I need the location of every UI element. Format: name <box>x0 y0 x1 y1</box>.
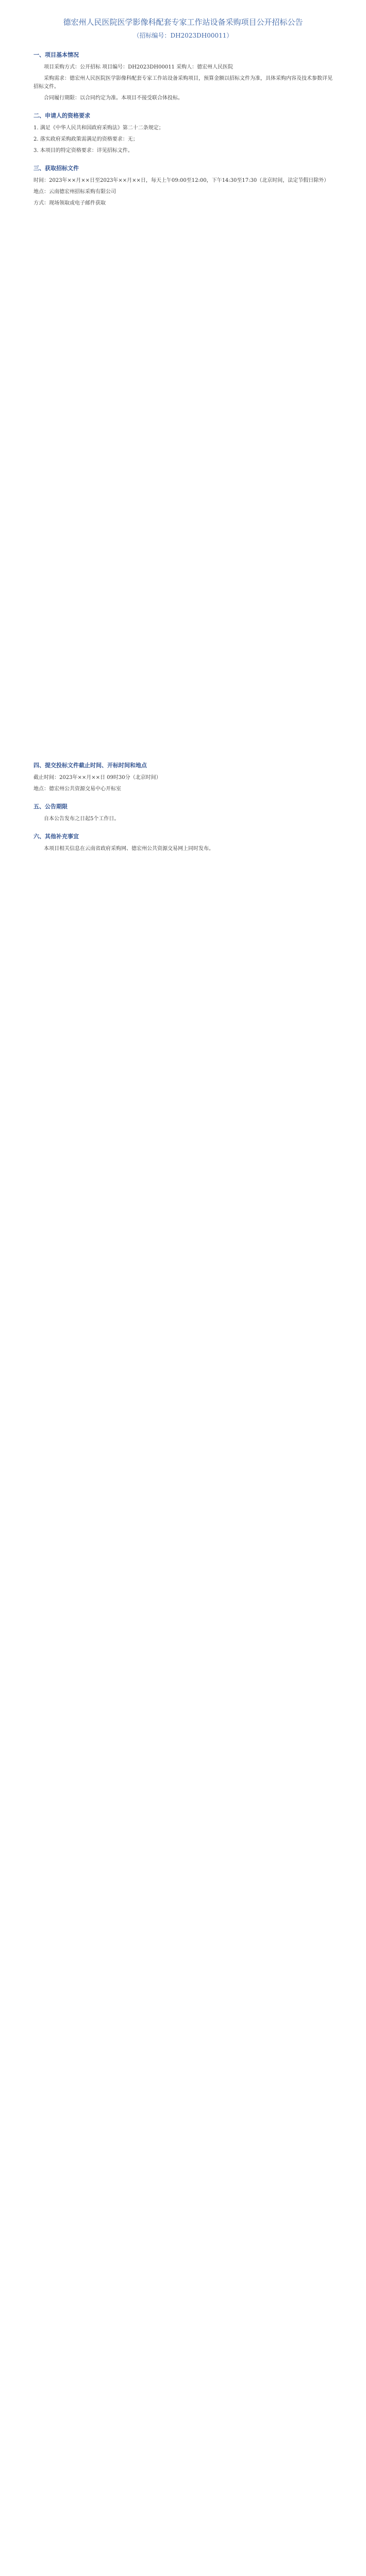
page-1 <box>0 0 366 670</box>
requirement-paragraph: 采购需求：德宏州人民医院医学影像科配套专家工作站设备采购项目，预算金额以招标文件为准，具体采购内容及技术参数详见招标文件。 <box>34 76 332 90</box>
qualification-1: 1. 满足《中华人民共和国政府采购法》第二十二条规定； <box>34 125 164 131</box>
get-doc-method: 方式：现场领取或电子邮件获取 <box>34 200 106 206</box>
get-doc-time: 时间：2023年××月××日至2023年××月××日，每天上午09:00至12:00，下午14:30至17:30（北京时间，法定节假日除外） <box>34 178 329 183</box>
notice-period: 自本公告发布之日起5个工作日。 <box>44 816 120 822</box>
bid-deadline: 截止时间：2023年××月××日 09时30分（北京时间） <box>34 775 161 781</box>
qualification-3: 3. 本项目的特定资格要求：详见招标文件。 <box>34 148 133 154</box>
section-4-heading: 四、提交投标文件截止时间、开标时间和地点 <box>34 762 147 769</box>
section-1-heading: 一、项目基本情况 <box>34 52 79 58</box>
qualification-2: 2. 落实政府采购政策需满足的资格要求：无； <box>34 137 138 142</box>
intro-paragraph: 项目采购方式：公开招标 项目编号：DH2023DH00011 采购人：德宏州人民医院 <box>44 64 234 70</box>
document-title: 德宏州人民医院医学影像科配套专家工作站设备采购项目公开招标公告 <box>63 18 303 27</box>
other-info: 本项目相关信息在云南省政府采购网、德宏州公共资源交易网上同时发布。 <box>44 846 214 852</box>
section-2-heading: 二、申请人的资格要求 <box>34 112 90 119</box>
bid-place: 地点：德宏州公共资源交易中心开标室 <box>34 786 121 792</box>
term-paragraph: 合同履行期限：以合同约定为准。本项目不接受联合体投标。 <box>44 95 183 101</box>
section-3-heading: 三、获取招标文件 <box>34 165 79 172</box>
section-6-heading: 六、其他补充事宜 <box>34 833 79 840</box>
get-doc-place: 地点：云南德宏州招标采购有限公司 <box>34 189 116 195</box>
page-2 <box>0 732 366 1504</box>
project-code: （招标编号：DH2023DH00011） <box>133 32 233 39</box>
section-5-heading: 五、公告期限 <box>34 803 68 810</box>
